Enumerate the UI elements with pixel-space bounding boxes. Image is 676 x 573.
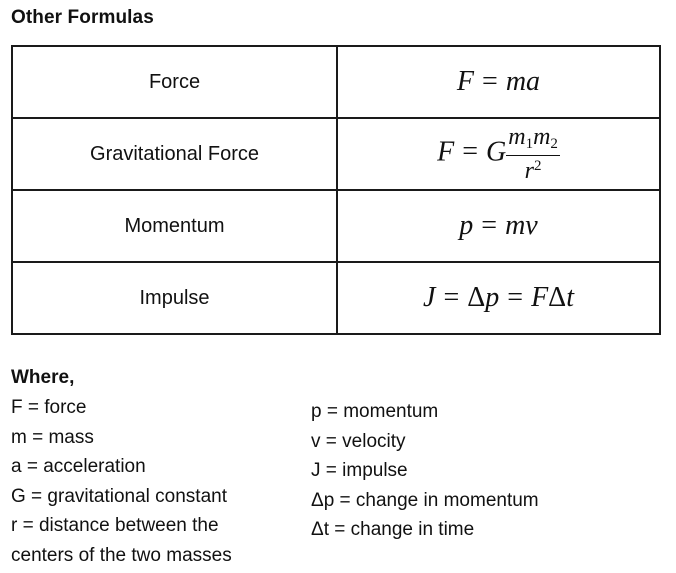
- definition-item: p = momentum: [311, 401, 439, 422]
- formula-name: Gravitational Force: [12, 118, 337, 190]
- formula-equation: p = mv: [337, 190, 660, 262]
- definition-item: J = impulse: [311, 460, 408, 481]
- definition-item: a = acceleration: [11, 456, 146, 477]
- definition-item: F = force: [11, 397, 87, 418]
- definition-item: m = mass: [11, 426, 94, 448]
- formula-equation: F = ma: [337, 46, 660, 118]
- definition-item: G = gravitational constant: [11, 485, 227, 507]
- formula-equation: J = Δp = FΔt: [337, 262, 660, 334]
- formula-name: Force: [12, 46, 337, 118]
- section-title: Other Formulas: [11, 7, 154, 28]
- formula-name: Impulse: [12, 262, 337, 334]
- table-row: [12, 262, 660, 334]
- formula-name: Momentum: [12, 190, 337, 262]
- definition-item: v = velocity: [311, 430, 406, 452]
- definitions-right: [311, 397, 539, 545]
- definition-item: centers of the two masses: [11, 544, 232, 566]
- table-row: [12, 46, 660, 118]
- table-row: [12, 190, 660, 262]
- formula-table: [11, 45, 661, 335]
- definition-item: r = distance between the: [11, 515, 219, 536]
- definition-item: Δt = change in time: [311, 519, 475, 540]
- formula-equation: F = G $\frac{m_1m_2}{r^2}$: [337, 118, 660, 190]
- where-heading: Where,: [11, 367, 75, 388]
- definitions-left: [11, 393, 232, 570]
- table-row: [12, 118, 660, 190]
- definition-item: Δp = change in momentum: [311, 489, 539, 511]
